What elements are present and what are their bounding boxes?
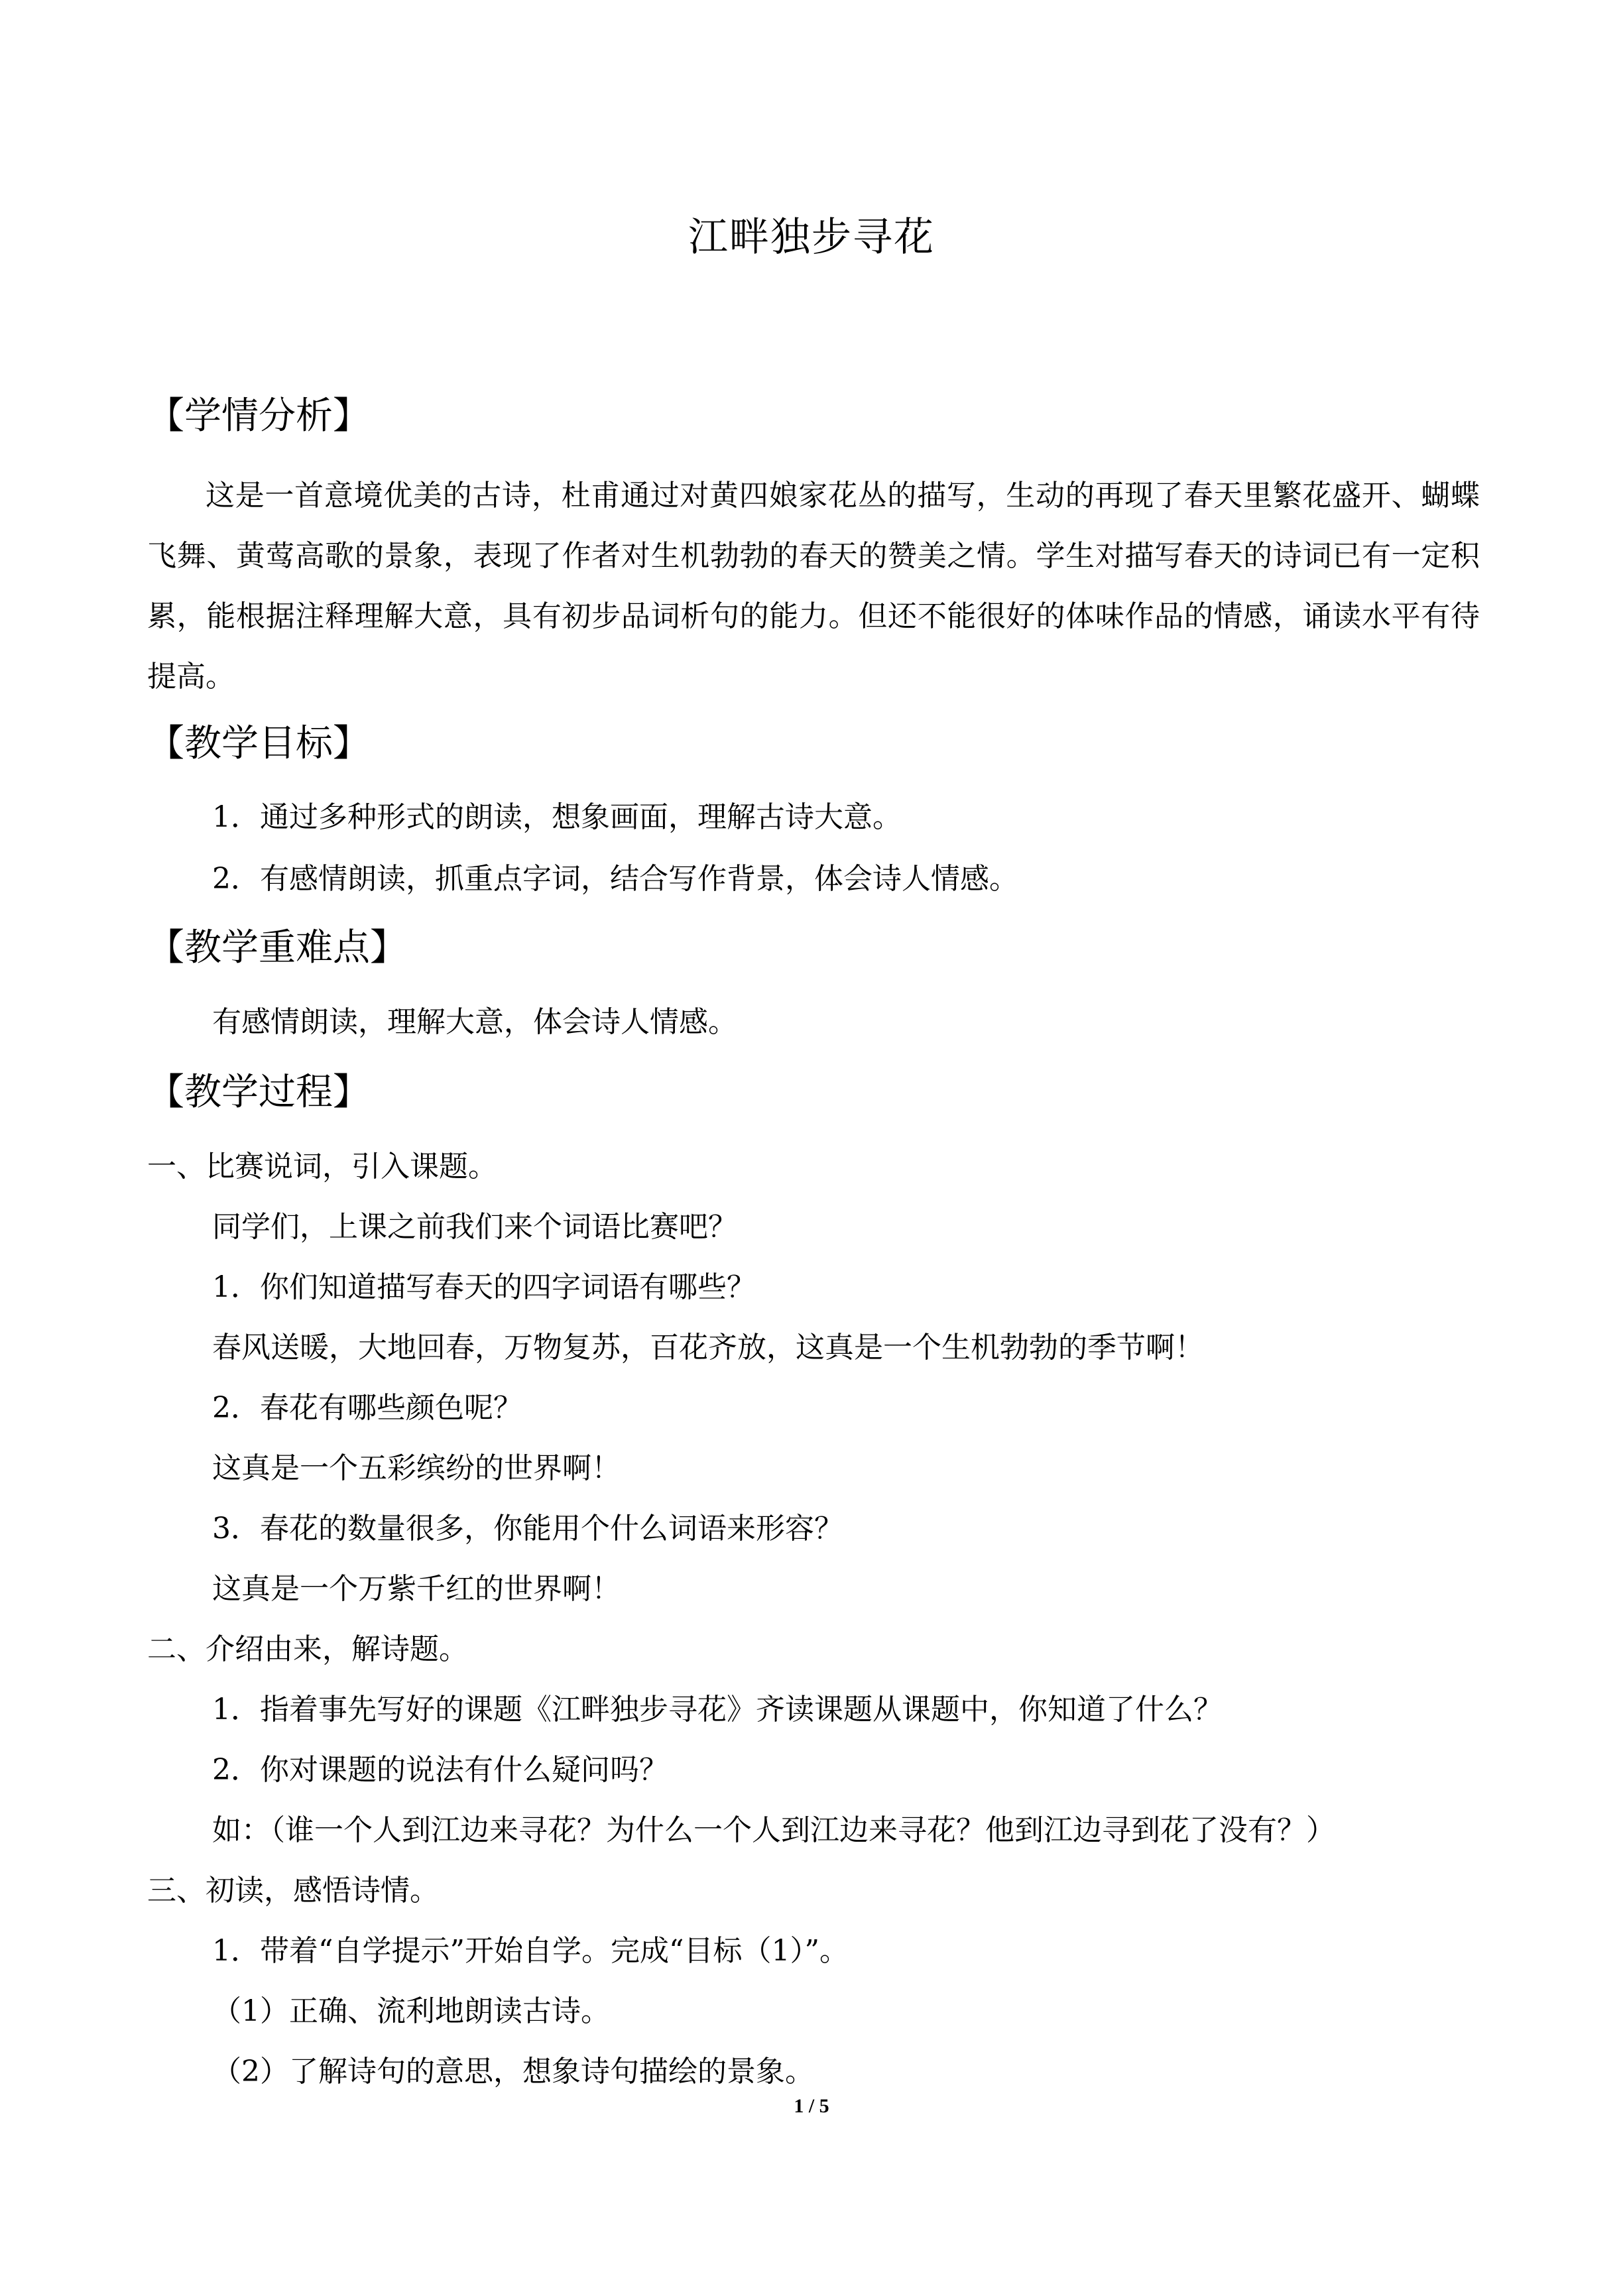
heading-analysis: 【学情分析】 [147, 394, 370, 438]
process-line: 3．春花的数量很多，你能用个什么词语来形容？ [212, 1512, 843, 1545]
process-line: 1．指着事先写好的课题《江畔独步寻花》齐读课题从课题中，你知道了什么？ [212, 1693, 1223, 1726]
heading-keypoints: 【教学重难点】 [147, 926, 407, 969]
objective-item: 2．有感情朗读，抓重点字词，结合写作背景，体会诗人情感。 [212, 862, 1018, 896]
process-line: 这真是一个五彩缤纷的世界啊！ [212, 1451, 621, 1485]
objective-item: 1．通过多种形式的朗读，想象画面，理解古诗大意。 [212, 800, 902, 834]
document-title: 江畔独步寻花 [688, 214, 935, 261]
process-line: （2）了解诗句的意思，想象诗句描绘的景象。 [212, 2055, 814, 2088]
process-line: 1．你们知道描写春天的四字词语有哪些？ [212, 1270, 756, 1304]
heading-objectives: 【教学目标】 [147, 722, 370, 765]
process-line: 同学们，上课之前我们来个词语比赛吧？ [212, 1210, 737, 1244]
heading-process: 【教学过程】 [147, 1071, 370, 1114]
process-line: 一、比赛说词，引入课题。 [147, 1150, 497, 1183]
analysis-paragraph: 这是一首意境优美的古诗，杜甫通过对黄四娘家花丛的描写，生动的再现了春天里繁花盛开、蝴蝶飞舞、黄莺高歌的景象，表现了作者对生机勃勃的春天的赞美之情。学生对描写春天的诗词已有一定积累，能根据注释理解大意，具有初步品词析句的能力。但还不能很好的体味作品的情感，诵读水平有待提高。 [147, 479, 1480, 694]
keypoints-text: 有感情朗读，理解大意，体会诗人情感。 [212, 1005, 737, 1039]
process-line: 这真是一个万紫千红的世界啊！ [212, 1572, 621, 1606]
process-line: 二、介绍由来，解诗题。 [147, 1632, 468, 1666]
page-number: 1 / 5 [794, 2095, 829, 2117]
process-line: 三、初读，感悟诗情。 [147, 1874, 439, 1907]
process-line: 春风送暖，大地回春，万物复苏，百花齐放，这真是一个生机勃勃的季节啊！ [212, 1331, 1204, 1364]
process-line: 1．带着“自学提示”开始自学。完成“目标（1）”。 [212, 1934, 849, 1968]
process-line: （1）正确、流利地朗读古诗。 [212, 1994, 610, 2028]
process-line: 2．你对课题的说法有什么疑问吗？ [212, 1753, 668, 1787]
process-line: 如：（谁一个人到江边来寻花？为什么一个人到江边来寻花？他到江边寻到花了没有？） [212, 1813, 1335, 1847]
process-line: 2．春花有哪些颜色呢？ [212, 1391, 522, 1425]
